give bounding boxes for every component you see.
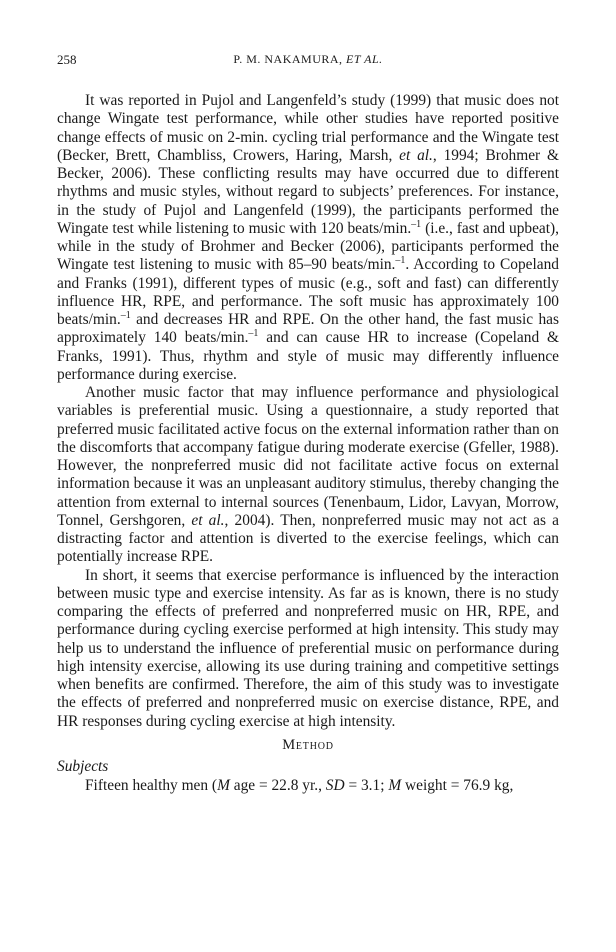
superscript: –1 xyxy=(395,255,406,267)
paragraph xyxy=(57,777,559,795)
text-run: It was reported in Pujol and Langenfeld’s study (1999) that music does not change Wingate test performance, while other studies have reported positive change effects of music on 2-min. cycling trial performance and the Wingate test (Becker, Brett, Chambliss, Crowers, Haring, Marsh, xyxy=(57,92,559,164)
running-head-etal: ET AL. xyxy=(346,52,383,66)
italic-text: M xyxy=(388,777,402,795)
text-run: Fifteen healthy men ( xyxy=(85,777,218,795)
text-run: In short, it seems that exercise performance is influenced by the interaction between music type and exercise intensity. As far as is known, there is no study comparing the effects of preferred and nonpreferred music on HR, RPE, and performance during cycling exercise performed at high intensity. This study may help us to understand the influence of preferential music on performance during high intensity exercise, allowing its use during training and competitive settings when benefits are confirmed. Therefore, the aim of this study was to investigate the effects of preferred and nonpreferred music on exercise distance, RPE, and HR responses during cycling exercise at high intensity. xyxy=(57,566,559,730)
italic-text: et al. xyxy=(399,146,433,164)
paragraph xyxy=(57,567,559,731)
running-head xyxy=(57,52,559,67)
text-run: and decreases HR and RPE. On the other hand, the fast music has approximately 140 beats/min. xyxy=(57,311,559,347)
italic-text: et al. xyxy=(191,511,225,529)
text-run: weight = 76.9 kg, xyxy=(401,777,514,795)
running-head-authors: P. M. NAKAMURA, xyxy=(233,52,343,66)
italic-text: M xyxy=(217,777,230,795)
text-run: , 1994; Brohmer & Becker, 2006). These conflicting results may have occurred due to different rhythms and music styles, without regard to subjects’ preferences. For instance, in the study of Pujol and Langenfeld (1999), the participants performed the Wingate test while listening to music with 120 beats/min. xyxy=(57,146,559,237)
paragraph xyxy=(57,384,559,567)
subheading: Subjects xyxy=(57,758,109,775)
superscript: –1 xyxy=(120,309,131,321)
text-run: (i.e., fast and upbeat), while in the study of Brohmer and Becker (2006), participants performed the Wingate test listening to music with 85–90 beats/min. xyxy=(57,219,559,274)
text-run: Another music factor that may influence performance and physiological variables is preferential music. Using a questionnaire, a study reported that preferred music facilitated active focus on the external information rather than on the discomforts that accompany fatigue during moderate exercise (Gfeller, 1988). However, the nonpreferred music did not facilitate active focus on external information because it was an unpleasant auditory stimulus, thereby changing the attention from external to internal sources (Tenenbaum, Lidor, Lavyan, Morrow, Tonnel, Gershgoren, xyxy=(57,384,559,529)
text-run: and can cause HR to increase (Copeland & Franks, 1991). Thus, rhythm and style of music may differently influence performance during exercise. xyxy=(57,329,559,383)
body-text xyxy=(57,92,559,796)
section-heading: Method xyxy=(282,736,334,753)
paragraph xyxy=(57,92,559,384)
page-number: 258 xyxy=(57,52,77,67)
italic-text: SD xyxy=(325,777,345,795)
page-header xyxy=(57,52,559,70)
text-run: age = 22.8 yr., xyxy=(229,777,326,795)
superscript: –1 xyxy=(248,328,259,340)
superscript: –1 xyxy=(411,218,422,230)
text-run: , 2004). Then, nonpreferred music may not act as a distracting factor and attention is diverted to the exercise feelings, which can potentially increase RPE. xyxy=(57,511,559,566)
text-run: = 3.1; xyxy=(344,777,389,795)
text-run: . According to Copeland and Franks (1991), different types of music (e.g., soft and fast) can differently influence HR, RPE, and performance. The soft music has approximately 100 beats/min. xyxy=(57,256,559,328)
